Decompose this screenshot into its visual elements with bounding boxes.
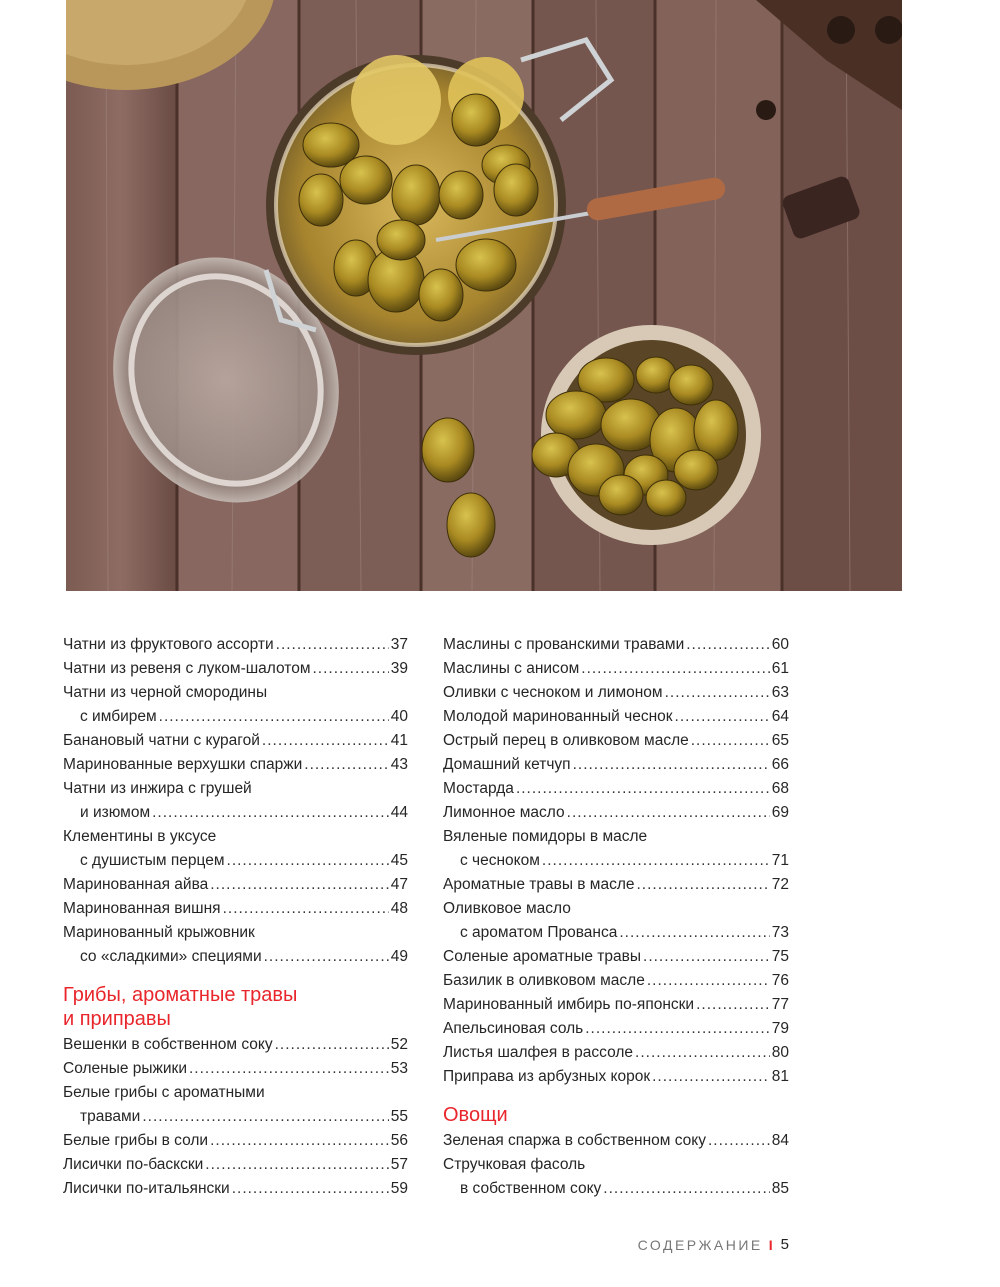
toc-entry	[443, 897, 789, 921]
toc-dot-leader	[573, 753, 770, 777]
toc-entry	[443, 681, 789, 705]
toc-entry	[443, 945, 789, 969]
toc-entry-page: 61	[771, 660, 789, 677]
toc-entry-title: Чатни из черной смородины	[63, 684, 268, 701]
toc-dot-leader	[696, 993, 770, 1017]
section-heading-line-2: и приправы	[63, 1008, 171, 1030]
toc-entry-page: 41	[390, 732, 408, 749]
toc-entry-page: 45	[390, 852, 408, 869]
toc-entry	[63, 1057, 408, 1081]
toc-group-mushrooms	[63, 1033, 408, 1201]
toc-entry	[443, 777, 789, 801]
toc-entry-title: Маслины с прованскими травами	[443, 636, 685, 653]
toc-entry-title: с душистым перцем	[80, 852, 225, 869]
toc-entry	[443, 1041, 789, 1065]
toc-entry-title: травами	[80, 1108, 141, 1125]
toc-entry	[63, 753, 408, 777]
toc-dot-leader	[665, 681, 770, 705]
toc-entry-title: Стручковая фасоль	[443, 1156, 586, 1173]
toc-entry	[443, 753, 789, 777]
toc-dot-leader	[210, 873, 389, 897]
toc-entry-title: со «сладкими» специями	[80, 948, 262, 965]
toc-entry-title: Острый перец в оливковом масле	[443, 732, 689, 749]
toc-entry-title: Лимонное масло	[443, 804, 565, 821]
toc-entry-page: 57	[390, 1156, 408, 1173]
toc-entry-title: Маринованные верхушки спаржи	[63, 756, 303, 773]
toc-entry-page: 69	[771, 804, 789, 821]
toc-dot-leader	[227, 849, 389, 873]
toc-entry-page: 76	[771, 972, 789, 989]
toc-dot-leader	[652, 1065, 770, 1089]
toc-entry-title: Лисички по-итальянски	[63, 1180, 230, 1197]
toc-dot-leader	[581, 657, 769, 681]
toc-entry	[443, 873, 789, 897]
toc-entry-page: 53	[390, 1060, 408, 1077]
toc-dot-leader	[142, 1105, 388, 1129]
toc-entry-title: Оливки с чесноком и лимоном	[443, 684, 663, 701]
toc-entry	[443, 849, 789, 873]
toc-entry-title: Чатни из ревеня с луком-шалотом	[63, 660, 311, 677]
toc-entry-page: 37	[390, 636, 408, 653]
toc-entry	[63, 1153, 408, 1177]
toc-entry-title: Соленые рыжики	[63, 1060, 187, 1077]
toc-dot-leader	[585, 1017, 770, 1041]
toc-entry-page: 47	[390, 876, 408, 893]
toc-entry	[443, 1065, 789, 1089]
toc-group-chutneys	[63, 633, 408, 969]
toc-entry-title: Оливковое масло	[443, 900, 571, 917]
toc-entry	[63, 1081, 408, 1105]
toc-entry-title: с имбирем	[80, 708, 157, 725]
toc-entry-title: Маринованный имбирь по-японски	[443, 996, 695, 1013]
section-heading-mushrooms	[63, 983, 408, 1031]
toc-entry	[63, 729, 408, 753]
toc-entry-title: Приправа из арбузных корок	[443, 1068, 651, 1085]
toc-entry-page: 43	[390, 756, 408, 773]
toc-entry	[443, 993, 789, 1017]
toc-entry	[63, 1033, 408, 1057]
toc-dot-leader	[516, 777, 770, 801]
toc-entry-title: с ароматом Прованса	[460, 924, 618, 941]
toc-left-column	[63, 633, 408, 1201]
toc-entry-title: Чатни из фруктового ассорти	[63, 636, 274, 653]
toc-entry-page: 40	[390, 708, 408, 725]
toc-entry-title: Белые грибы в соли	[63, 1132, 209, 1149]
toc-entry-title: Апельсиновая соль	[443, 1020, 584, 1037]
toc-entry-title: в собственном соку	[460, 1180, 602, 1197]
toc-dot-leader	[643, 945, 770, 969]
toc-dot-leader	[205, 1153, 388, 1177]
toc-entry-title: Молодой маринованный чеснок	[443, 708, 673, 725]
toc-entry-page: 79	[771, 1020, 789, 1037]
toc-entry-title: Базилик в оливковом масле	[443, 972, 645, 989]
toc-entry-page: 44	[390, 804, 408, 821]
toc-entry	[443, 705, 789, 729]
toc-group-oils-herbs	[443, 633, 789, 1089]
page-number: 5	[780, 1236, 789, 1253]
toc-entry-page: 73	[771, 924, 789, 941]
toc-entry	[63, 777, 408, 801]
toc-entry-page: 77	[771, 996, 789, 1013]
toc-entry	[443, 1177, 789, 1201]
toc-entry	[63, 1129, 408, 1153]
toc-entry-page: 84	[771, 1132, 789, 1149]
toc-entry-title: Лисички по-баскски	[63, 1156, 204, 1173]
toc-dot-leader	[619, 921, 769, 945]
toc-entry	[63, 1105, 408, 1129]
toc-entry	[443, 1017, 789, 1041]
toc-entry	[443, 633, 789, 657]
toc-dot-leader	[313, 657, 389, 681]
section-heading-title: Овощи	[443, 1104, 508, 1126]
toc-entry-title: Вяленые помидоры в масле	[443, 828, 648, 845]
toc-entry	[443, 825, 789, 849]
toc-entry	[63, 1177, 408, 1201]
toc-entry	[443, 1153, 789, 1177]
toc-entry	[443, 969, 789, 993]
toc-entry-page: 68	[771, 780, 789, 797]
toc-entry	[63, 657, 408, 681]
toc-entry	[63, 801, 408, 825]
toc-dot-leader	[152, 801, 389, 825]
toc-entry-title: Белые грибы с ароматными	[63, 1084, 265, 1101]
toc-entry-page: 72	[771, 876, 789, 893]
section-heading-line-1: Грибы, ароматные травы	[63, 984, 298, 1006]
toc-dot-leader	[223, 897, 389, 921]
toc-right-column	[443, 633, 789, 1201]
toc-dot-leader	[232, 1177, 389, 1201]
toc-dot-leader	[159, 705, 389, 729]
toc-dot-leader	[708, 1129, 770, 1153]
toc-entry-page: 56	[390, 1132, 408, 1149]
toc-entry-title: Домашний кетчуп	[443, 756, 571, 773]
toc-dot-leader	[567, 801, 770, 825]
section-heading-vegetables	[443, 1103, 789, 1127]
running-title: СОДЕРЖАНИЕ	[637, 1236, 763, 1253]
toc-entry-title: Маринованная айва	[63, 876, 209, 893]
toc-entry-title: Маслины с анисом	[443, 660, 580, 677]
toc-entry-title: Мостарда	[443, 780, 514, 797]
toc-entry-page: 55	[390, 1108, 408, 1125]
toc-entry-page: 66	[771, 756, 789, 773]
toc-entry-page: 75	[771, 948, 789, 965]
toc-dot-leader	[189, 1057, 389, 1081]
toc-entry-title: Чатни из инжира с грушей	[63, 780, 252, 797]
toc-dot-leader	[635, 1041, 770, 1065]
toc-dot-leader	[262, 729, 389, 753]
toc-entry-title: Вешенки в собственном соку	[63, 1036, 273, 1053]
toc-entry	[63, 633, 408, 657]
toc-entry-title: Зеленая спаржа в собственном соку	[443, 1132, 706, 1149]
toc-dot-leader	[275, 1033, 389, 1057]
toc-entry-title: с чесноком	[460, 852, 540, 869]
toc-entry-page: 48	[390, 900, 408, 917]
toc-dot-leader	[210, 1129, 389, 1153]
toc-entry-page: 80	[771, 1044, 789, 1061]
toc-entry	[63, 849, 408, 873]
toc-dot-leader	[675, 705, 770, 729]
toc-entry-page: 60	[771, 636, 789, 653]
toc-entry-page: 71	[771, 852, 789, 869]
toc-entry-title: Маринованная вишня	[63, 900, 221, 917]
toc-dot-leader	[686, 633, 770, 657]
toc-group-vegetables	[443, 1129, 789, 1201]
toc-dot-leader	[542, 849, 770, 873]
olives-jar-photo	[66, 0, 902, 591]
toc-entry-title: Клементины в уксусе	[63, 828, 217, 845]
toc-dot-leader	[304, 753, 388, 777]
toc-dot-leader	[276, 633, 389, 657]
toc-entry-title: Соленые ароматные травы	[443, 948, 642, 965]
toc-dot-leader	[691, 729, 770, 753]
toc-entry-page: 64	[771, 708, 789, 725]
toc-entry-page: 39	[390, 660, 408, 677]
toc-entry	[443, 921, 789, 945]
toc-entry-title: Листья шалфея в рассоле	[443, 1044, 634, 1061]
toc-entry-title: Ароматные травы в масле	[443, 876, 635, 893]
toc-dot-leader	[637, 873, 770, 897]
toc-entry-title: Банановый чатни с курагой	[63, 732, 260, 749]
toc-entry	[443, 801, 789, 825]
toc-entry-page: 59	[390, 1180, 408, 1197]
footer-separator: I	[768, 1236, 773, 1253]
toc-entry	[63, 825, 408, 849]
toc-entry	[63, 921, 408, 945]
toc-entry	[63, 873, 408, 897]
toc-entry	[63, 897, 408, 921]
toc-entry	[443, 1129, 789, 1153]
toc-entry	[63, 705, 408, 729]
toc-dot-leader	[603, 1177, 769, 1201]
toc-entry	[443, 729, 789, 753]
toc-entry	[63, 681, 408, 705]
toc-dot-leader	[264, 945, 389, 969]
toc-entry	[443, 657, 789, 681]
toc-entry-title: и изюмом	[80, 804, 151, 821]
toc-entry-page: 63	[771, 684, 789, 701]
page-footer	[638, 1236, 789, 1253]
toc-entry-page: 81	[771, 1068, 789, 1085]
toc-entry	[63, 945, 408, 969]
toc-dot-leader	[647, 969, 770, 993]
toc-entry-page: 52	[390, 1036, 408, 1053]
toc-entry-page: 49	[390, 948, 408, 965]
toc-entry-title: Маринованный крыжовник	[63, 924, 255, 941]
toc-entry-page: 85	[771, 1180, 789, 1197]
toc-entry-page: 65	[771, 732, 789, 749]
